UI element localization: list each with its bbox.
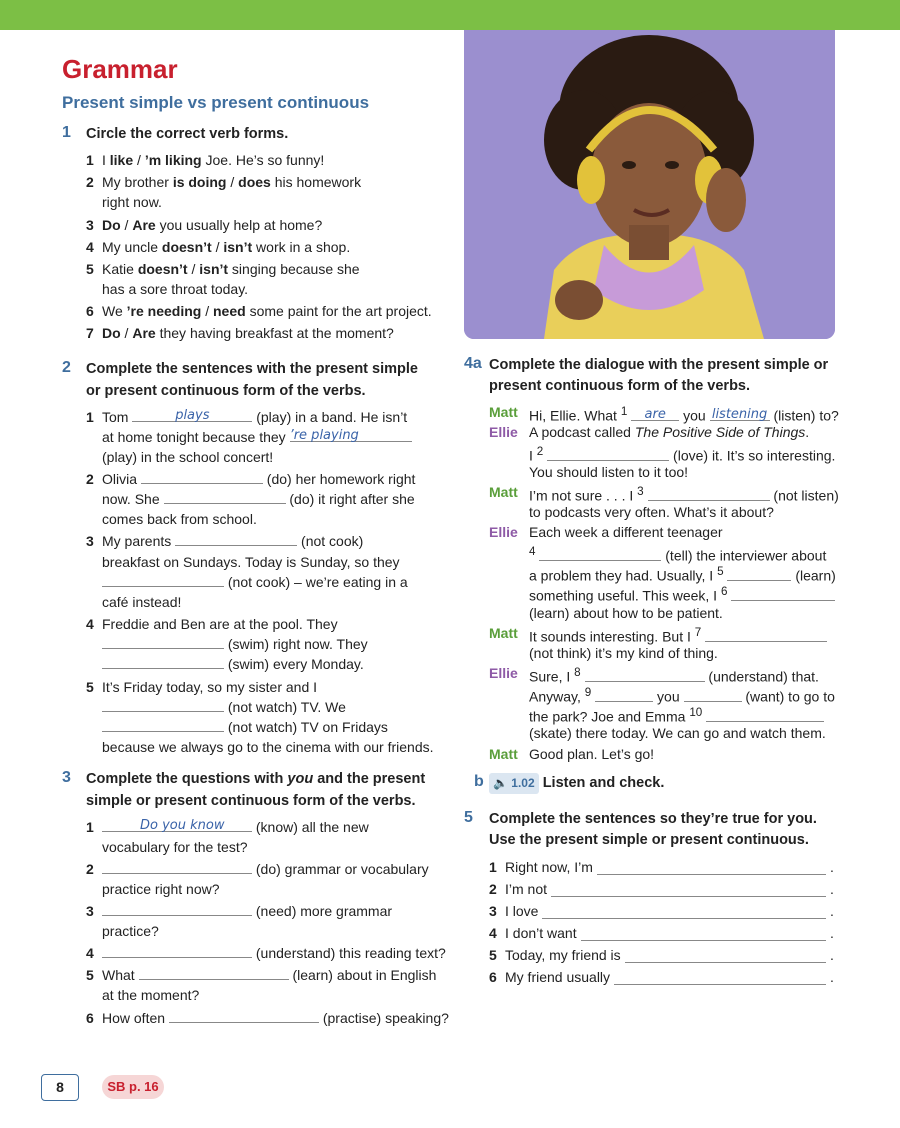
dialogue-line-13: (not think) it’s my kind of thing. — [529, 645, 718, 661]
speaker-ellie: Ellie — [489, 665, 518, 681]
ex2-item-2-line-1 — [102, 469, 415, 489]
ex3-item-4-line-1 — [102, 943, 446, 963]
verb-option[interactable]: is doing — [172, 174, 227, 190]
handwritten-answer: ’re playing — [289, 428, 359, 443]
text: / — [211, 239, 224, 255]
answer-blank[interactable] — [731, 586, 835, 601]
ex3-item-5-line-1 — [102, 965, 436, 985]
answer-blank[interactable] — [102, 572, 224, 587]
text: / — [120, 217, 133, 233]
text: I’m not sure . . . I — [529, 487, 634, 504]
text: (play) in a band. He isn’t — [256, 409, 408, 425]
page-number: 8 — [41, 1074, 79, 1101]
exercise-4a-instruction-1: Complete the dialogue with the present simple or — [489, 357, 829, 373]
verb-option[interactable]: does — [238, 174, 271, 190]
answer-blank[interactable] — [175, 531, 297, 546]
text: / — [133, 152, 145, 168]
ex3-item-5-line-2: at the moment? — [102, 987, 200, 1003]
text: singing because she — [228, 261, 360, 277]
text: Tom — [102, 409, 129, 425]
ex3-item-3-line-2: practice? — [102, 923, 159, 939]
ex2-item-5-line-4: because we always go to the cinema with our friends. — [102, 739, 434, 755]
ex3-item-2-line-2: practice right now? — [102, 881, 220, 897]
answer-line[interactable] — [542, 904, 826, 919]
ex2-item-1-line-3: (play) in the school concert! — [102, 449, 274, 465]
text: (swim) right now. They — [227, 636, 368, 652]
speaker-matt: Matt — [489, 484, 518, 500]
text: they having breakfast at the moment? — [155, 325, 394, 341]
text: work in a shop. — [252, 239, 351, 255]
ex3-item-6-line-1 — [102, 1008, 449, 1028]
ex1-item-1 — [102, 150, 324, 170]
speaker-matt: Matt — [489, 746, 518, 762]
audio-track-button[interactable] — [489, 773, 539, 794]
text: / — [226, 174, 239, 190]
text: a problem they had. Usually, I — [529, 567, 714, 584]
ex1-item-6 — [102, 301, 432, 321]
text: A podcast called — [529, 424, 635, 440]
text: some paint for the art project. — [245, 303, 432, 319]
ex3-item-2-line-1 — [102, 859, 429, 879]
ex1-item-number: 1 — [86, 152, 94, 168]
text: (not watch) TV. We — [227, 699, 346, 715]
exercise-4a-instruction-2: present continuous form of the verbs. — [489, 378, 751, 394]
ex5-item-3-text: I love — [505, 903, 539, 919]
text: (want) to go to — [745, 688, 835, 705]
text: (do) her homework right — [266, 471, 416, 487]
period: . — [830, 969, 834, 985]
answer-line[interactable] — [551, 882, 826, 897]
dialogue-line-7: Each week a different teenager — [529, 524, 723, 540]
period: . — [830, 903, 834, 919]
ex3-item-number: 6 — [86, 1010, 94, 1026]
handwritten-answer: listening — [711, 406, 768, 422]
gap-number: 8 — [574, 666, 581, 679]
gap-number: 7 — [694, 626, 702, 639]
text: My brother — [102, 174, 173, 190]
ex5-item-6-text: My friend usually — [505, 969, 611, 985]
answer-line[interactable] — [625, 948, 826, 963]
ex5-item-2-text: I’m not — [505, 881, 548, 897]
text: We — [102, 303, 127, 319]
answer-blank[interactable] — [164, 489, 286, 504]
ex1-item-7 — [102, 323, 394, 343]
answer-blank[interactable] — [631, 406, 679, 421]
exercise-2-number: 2 — [62, 359, 71, 376]
text: something useful. This week, I — [529, 587, 718, 604]
text: Joe. He’s so funny! — [201, 152, 325, 168]
verb-option[interactable]: Do — [102, 325, 121, 341]
audio-track-number: 1.02 — [511, 776, 535, 790]
ex2-item-number: 4 — [86, 616, 94, 632]
top-bar — [0, 0, 900, 30]
ex3-item-number: 4 — [86, 945, 94, 961]
text: I — [102, 152, 110, 168]
handwritten-answer: are — [644, 406, 666, 422]
gap-number: 9 — [584, 686, 592, 699]
text: (learn) — [795, 567, 836, 584]
ex1-item-number: 5 — [86, 261, 94, 277]
text: Anyway, — [529, 688, 581, 705]
text: you — [683, 407, 706, 424]
exercise-4a-number: 4a — [464, 355, 482, 372]
ex5-item-number: 4 — [489, 925, 497, 941]
exercise-3-instruction-2: simple or present continuous form of the verbs. — [86, 793, 416, 809]
text: / — [120, 325, 133, 341]
ex1-item-3 — [102, 215, 322, 235]
dialogue-line-6: to podcasts very often. What’s it about? — [529, 504, 774, 520]
ex2-item-5-line-2 — [102, 697, 346, 717]
text: I — [529, 447, 533, 464]
answer-blank[interactable] — [102, 717, 224, 732]
verb-option[interactable]: doesn’t — [161, 239, 212, 255]
text: It sounds interesting. But I — [529, 628, 691, 645]
answer-blank[interactable] — [102, 817, 252, 832]
ex2-item-number: 5 — [86, 679, 94, 695]
text: Hi, Ellie. What — [529, 407, 617, 424]
text: (learn) about in English — [292, 967, 437, 983]
answer-blank[interactable] — [595, 687, 653, 702]
period: . — [830, 881, 834, 897]
ex5-item-number: 2 — [489, 881, 497, 897]
ex5-item-number: 5 — [489, 947, 497, 963]
verb-option[interactable]: ’m liking — [144, 152, 202, 168]
text: My parents — [102, 533, 172, 549]
gap-number: 3 — [637, 485, 644, 498]
ex3-item-number: 2 — [86, 861, 94, 877]
exercise-3-instruction-1 — [86, 769, 425, 790]
ex1-item-number: 4 — [86, 239, 94, 255]
exercise-5-instruction-1: Complete the sentences so they’re true for you. — [489, 811, 817, 827]
verb-option[interactable]: Are — [132, 325, 156, 341]
answer-blank[interactable] — [141, 469, 263, 484]
text: Sure, I — [529, 668, 571, 685]
handwritten-answer: Do you know — [140, 818, 225, 833]
text: his homework — [270, 174, 362, 190]
answer-blank[interactable] — [102, 654, 224, 669]
dialogue-line-17: (skate) there today. We can go and watch them. — [529, 725, 826, 741]
text: Listen and check. — [542, 775, 665, 791]
gap-number: 5 — [717, 565, 724, 578]
ex1-item-2-continued: right now. — [102, 194, 162, 210]
ex1-item-5-continued: has a sore throat today. — [102, 281, 249, 297]
answer-blank[interactable] — [648, 486, 770, 501]
period: . — [830, 947, 834, 963]
ex3-item-1-line-1 — [102, 817, 369, 837]
gap-number: 2 — [536, 445, 544, 458]
text: (practise) speaking? — [322, 1010, 449, 1026]
period: . — [830, 859, 834, 875]
podcast-title: The Positive Side of Things — [634, 424, 806, 440]
answer-blank[interactable] — [102, 859, 252, 874]
dialogue-line-4: You should listen to it too! — [529, 464, 689, 480]
text: (know) all the new — [255, 819, 369, 835]
verb-option[interactable]: doesn’t — [137, 261, 188, 277]
text: Complete the questions with — [86, 771, 288, 787]
text: you usually help at home? — [155, 217, 323, 233]
text: Katie — [102, 261, 138, 277]
text: (not cook) — [301, 533, 364, 549]
text: / — [187, 261, 200, 277]
text: (not cook) – we’re eating in a — [227, 574, 408, 590]
text: / — [201, 303, 213, 319]
ex1-item-5 — [102, 259, 360, 279]
exercise-4b-instruction — [489, 773, 664, 794]
photo-illustration — [464, 30, 835, 339]
verb-option[interactable]: ’re needing — [126, 303, 202, 319]
text: (swim) every Monday. — [227, 656, 364, 672]
ex1-item-number: 7 — [86, 325, 94, 341]
ex5-item-number: 3 — [489, 903, 497, 919]
text: (understand) that. — [708, 668, 819, 685]
section-subtitle: Present simple vs present continuous — [62, 93, 370, 112]
answer-blank[interactable] — [547, 446, 669, 461]
speaker-ellie: Ellie — [489, 524, 518, 540]
speaker-matt: Matt — [489, 404, 518, 420]
text: now. She — [102, 491, 160, 507]
answer-blank[interactable] — [102, 943, 252, 958]
answer-blank[interactable] — [102, 901, 252, 916]
answer-blank[interactable] — [684, 687, 742, 702]
ex2-item-5-line-1: It’s Friday today, so my sister and I — [102, 679, 318, 695]
text: you — [657, 688, 680, 705]
verb-option[interactable]: isn’t — [223, 239, 253, 255]
ex1-item-2 — [102, 172, 361, 192]
exercise-2-instruction-1: Complete the sentences with the present simple — [86, 361, 418, 377]
student-book-reference[interactable]: SB p. 16 — [102, 1075, 164, 1099]
exercise-3-number: 3 — [62, 769, 71, 786]
gap-number: 1 — [620, 405, 628, 418]
verb-option[interactable]: like — [109, 152, 134, 168]
ex3-item-number: 5 — [86, 967, 94, 983]
exercise-5-instruction-2: Use the present simple or present continuous. — [489, 832, 809, 848]
photo-girl-headphones — [464, 30, 835, 339]
answer-line[interactable] — [581, 926, 826, 941]
ex5-item-number: 1 — [489, 859, 497, 875]
ex2-item-1-line-1 — [102, 407, 407, 427]
text: Olivia — [102, 471, 138, 487]
ex2-item-3-line-2: breakfast on Sundays. Today is Sunday, so they — [102, 554, 400, 570]
answer-blank[interactable] — [539, 546, 661, 561]
dialogue-line-18: Good plan. Let’s go! — [529, 746, 655, 762]
ex2-item-1-line-2 — [102, 427, 412, 447]
dialogue-line-11: (learn) about how to be patient. — [529, 605, 723, 621]
answer-blank[interactable] — [705, 627, 827, 642]
answer-blank[interactable] — [169, 1008, 319, 1023]
text: at home tonight because they — [102, 429, 286, 445]
text: the park? Joe and Emma — [529, 708, 686, 725]
answer-blank[interactable] — [102, 634, 224, 649]
text: (love) it. It’s so interesting. — [673, 447, 836, 464]
text: (tell) the interviewer about — [665, 547, 827, 564]
exercise-4b-number: b — [474, 773, 484, 790]
verb-option[interactable]: Do — [102, 217, 121, 233]
text: (need) more grammar — [255, 903, 393, 919]
ex1-item-number: 2 — [86, 174, 94, 190]
ex2-item-3-line-4: café instead! — [102, 594, 182, 610]
speaker-icon: 🔈 — [493, 776, 508, 790]
answer-blank[interactable] — [710, 406, 770, 421]
text-italic: you — [287, 771, 314, 787]
text: What — [102, 967, 135, 983]
ex3-item-number: 1 — [86, 819, 94, 835]
text: (listen) to? — [773, 407, 839, 424]
page-title: Grammar — [62, 54, 178, 84]
ex5-item-1-text: Right now, I’m — [505, 859, 593, 875]
ex2-item-4-line-1: Freddie and Ben are at the pool. They — [102, 616, 338, 632]
handwritten-answer: plays — [175, 408, 210, 423]
ex1-item-4 — [102, 237, 350, 257]
ex2-item-4-line-3 — [102, 654, 364, 674]
answer-blank[interactable] — [102, 697, 224, 712]
answer-blank[interactable] — [132, 407, 252, 422]
ex3-item-3-line-1 — [102, 901, 392, 921]
verb-option[interactable]: need — [213, 303, 246, 319]
ex3-item-number: 3 — [86, 903, 94, 919]
verb-option[interactable]: isn’t — [199, 261, 229, 277]
text: (not listen) — [773, 487, 839, 504]
ex2-item-2-line-2 — [102, 489, 415, 509]
gap-number: 6 — [720, 585, 728, 598]
ex2-item-number: 3 — [86, 533, 94, 549]
ex2-item-2-line-3: comes back from school. — [102, 511, 257, 527]
ex1-item-number: 6 — [86, 303, 94, 319]
text: (understand) this reading text? — [255, 945, 446, 961]
text: and the present — [313, 771, 426, 787]
ex2-item-number: 2 — [86, 471, 94, 487]
ex5-item-number: 6 — [489, 969, 497, 985]
text: (do) it right after she — [289, 491, 415, 507]
dialogue-line-2 — [529, 422, 809, 442]
text: (not watch) TV on Fridays — [227, 719, 388, 735]
text: (do) grammar or vocabulary — [255, 861, 429, 877]
text: My uncle — [102, 239, 162, 255]
answer-blank[interactable] — [585, 667, 705, 682]
exercise-1-number: 1 — [62, 124, 71, 141]
text: . — [805, 424, 810, 440]
ex1-item-number: 3 — [86, 217, 94, 233]
exercise-2-instruction-2: or present continuous form of the verbs. — [86, 383, 366, 399]
ex2-item-number: 1 — [86, 409, 94, 425]
answer-blank[interactable] — [727, 566, 791, 581]
speaker-ellie: Ellie — [489, 424, 518, 440]
verb-option[interactable]: Are — [132, 217, 156, 233]
text: How often — [102, 1010, 166, 1026]
speaker-matt: Matt — [489, 625, 518, 641]
exercise-1-instruction: Circle the correct verb forms. — [86, 126, 289, 142]
ex5-item-4-text: I don’t want — [505, 925, 577, 941]
answer-blank[interactable] — [139, 965, 289, 980]
ex2-item-5-line-3 — [102, 717, 388, 737]
answer-blank[interactable] — [706, 707, 824, 722]
period: . — [830, 925, 834, 941]
ex3-item-1-line-2: vocabulary for the test? — [102, 839, 248, 855]
answer-blank[interactable] — [290, 427, 412, 442]
answer-line[interactable] — [614, 970, 826, 985]
ex5-item-5-text: Today, my friend is — [505, 947, 621, 963]
gap-number: 4 — [529, 545, 536, 558]
ex2-item-4-line-2 — [102, 634, 368, 654]
answer-line[interactable] — [597, 860, 826, 875]
ex2-item-3-line-3 — [102, 572, 408, 592]
gap-number: 10 — [689, 706, 703, 719]
exercise-5-number: 5 — [464, 809, 473, 826]
ex2-item-3-line-1 — [102, 531, 363, 551]
